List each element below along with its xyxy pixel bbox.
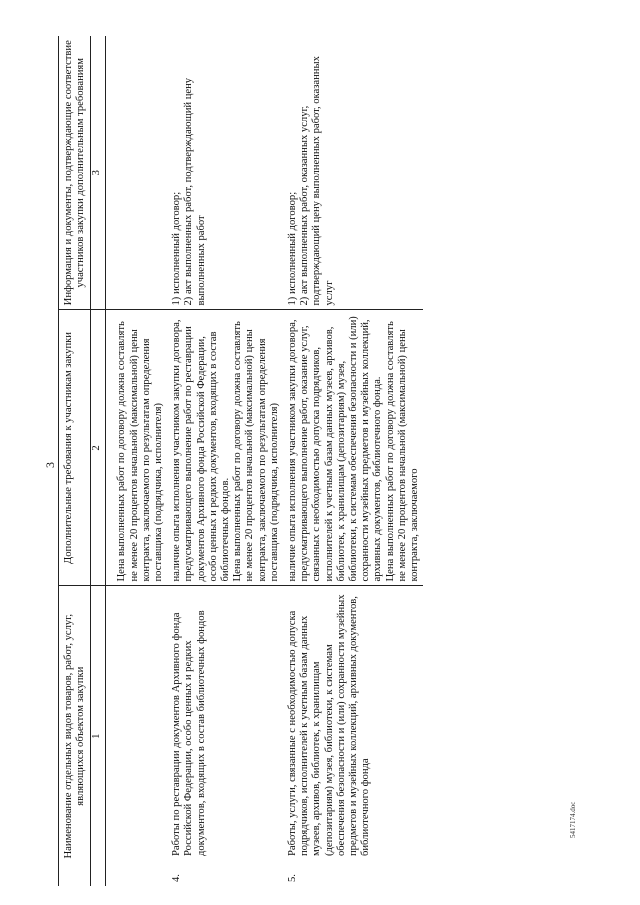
header-confirming-documents: Информация и документы, подтверждающие соответствие участников закупки дополнительным требованиям [59, 36, 91, 310]
row-name-cell [283, 586, 423, 886]
document-item: 1) исполненный договор; [287, 191, 299, 306]
row-name-cell [167, 586, 283, 886]
rotated-table-container [58, 36, 613, 886]
document-item: 2) акт выполненных работ, подтверждающий цену выполненных работ [183, 77, 207, 306]
requirement-paragraph: Цена выполненных работ по договору должна составлять не менее 20 процентов начальной (максимальной) цены контракта, заключаемого [384, 321, 421, 582]
header-additional-requirements: Дополнительные требования к участникам закупки [59, 310, 91, 586]
page-number: 3 [43, 462, 57, 468]
table-row [167, 36, 283, 886]
requirement-paragraph: Цена выполненных работ по договору должна составлять не менее 20 процентов начальной (максимальной) цены контракта, заключаемого по результатам определения поставщика (подрядчика, исполнителя) [232, 321, 280, 582]
row-documents-cell [283, 36, 423, 310]
document-item: 2) акт выполненных работ, оказанных услуг, подтверждающий цену выполненных работ, оказанных услуг [299, 56, 335, 306]
document-code: 5417174.doc [569, 801, 577, 838]
row-number: 5. [287, 874, 299, 882]
requirement-paragraph: наличие опыта исполнения участником закупки договора, предусматривающего выполнение работ по реставрации документов Архивного фонда Российской Федерации, особо ценных и редких документов, входящих в состав библиотечных фондов. [171, 319, 232, 582]
row-requirements-cell [167, 310, 283, 586]
table-row [283, 36, 423, 886]
row-documents-cell [167, 36, 283, 310]
requirement-paragraph: Цена выполненных работ по договору должна составлять не менее 20 процентов начальной (максимальной) цены контракта, заключаемого по результатам определения поставщика (подрядчика, исполнителя) [116, 321, 165, 582]
row-number: 4. [171, 874, 183, 882]
row-documents-cell [106, 36, 167, 310]
row-name: Работы, услуги, связанные с необходимостью допуска подрядчиков, исполнителей к учетным базам данных музеев, архивов, библиотек, к хранилищам (депозитариям) музея, библиотеки, к системам обеспечения безопасности и (или) сохранности музейных предметов и музейных коллекций, архивных документов, библиотечного фонда [287, 594, 372, 856]
column-number: 2 [91, 310, 106, 586]
row-name-cell [106, 586, 167, 886]
header-item-name: Наименование отдельных видов товаров, работ, услуг, являющихся объектом закупки [59, 586, 91, 886]
row-requirements-cell [283, 310, 423, 586]
table-header [59, 36, 91, 886]
row-requirements-cell [106, 310, 167, 586]
table-row [106, 36, 167, 886]
column-number: 1 [91, 586, 106, 886]
document-item: 1) исполненный договор; [171, 191, 183, 306]
requirements-table [58, 36, 423, 886]
column-number-row [91, 36, 106, 886]
row-name: Работы по реставрации документов Архивного фонда Российской Федерации, особо ценных и редких документов, входящих в состав библиотечных фондов [171, 610, 207, 856]
requirement-paragraph: наличие опыта исполнения участником закупки договора, предусматривающего выполнение работ, оказание услуг, связанных с необходимостью допуска подрядчиков, исполнителей к учетным базам данных музеев, архивов, библиотек, к хранилищам (депозитариям) музея, библиотеки, к системам обеспечения безопасности и (или) сохранности музейных предметов и музейных коллекций, архивных документов, библиотечного фонда. [287, 316, 384, 582]
column-number: 3 [91, 36, 106, 310]
